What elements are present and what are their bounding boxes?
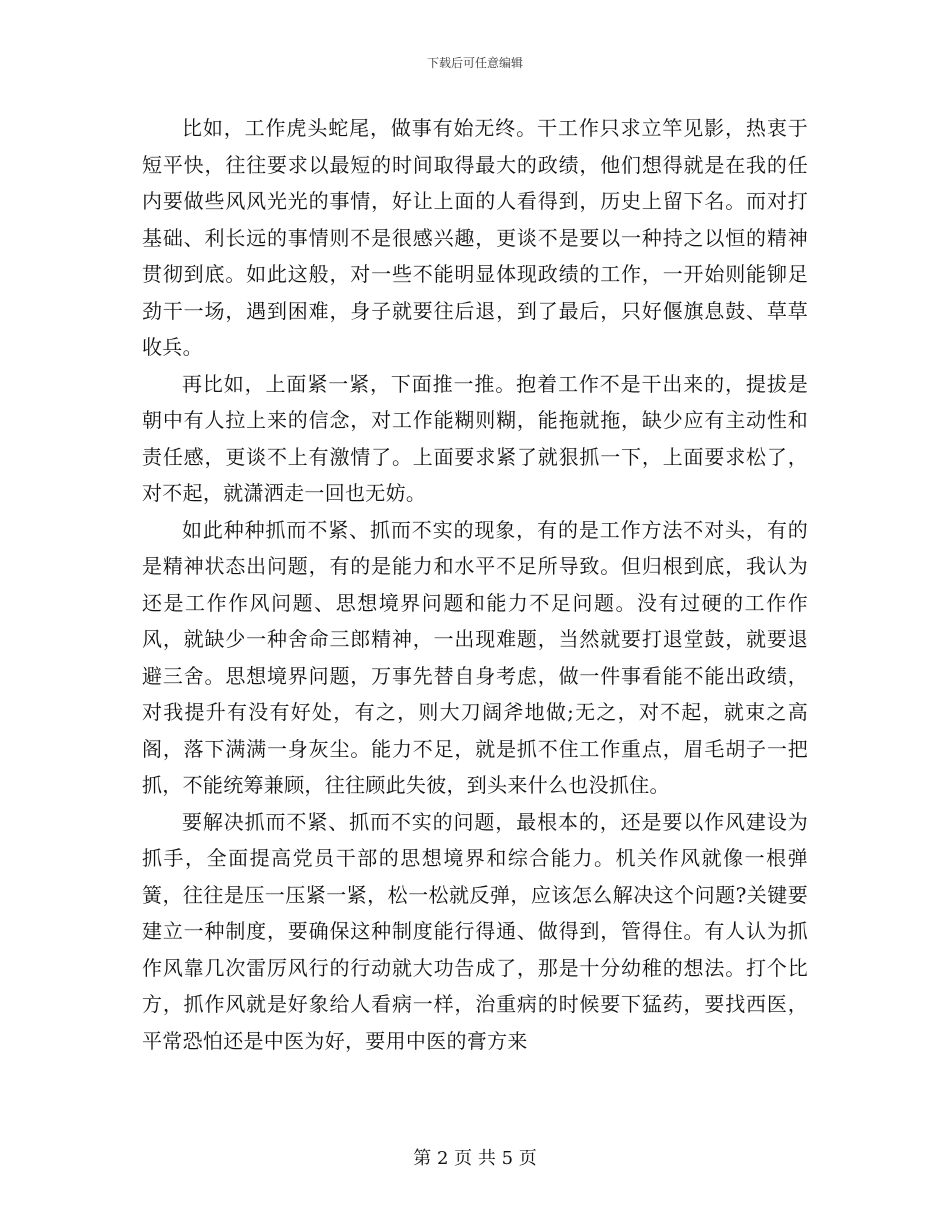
page-number: 第 2 页 共 5 页 xyxy=(413,1148,537,1169)
paragraph-1: 比如，工作虎头蛇尾，做事有始无终。干工作只求立竿见影，热衷于短平快，往往要求以最短的时间取得最大的政绩，他们想得就是在我的任内要做些风风光光的事情，好让上面的人看得到，历史上留下名。而对打基础、利长远的事情则不是很感兴趣，更谈不是要以一种持之以恒的精神贯彻到底。如此这般，对一些不能明显体现政绩的工作，一开始则能铆足劲干一场，遇到困难，身子就要往后退，到了最后，只好偃旗息鼓、草草收兵。 xyxy=(142,116,808,359)
page-header: 下载后可任意编辑 xyxy=(426,56,523,70)
paragraph-4: 要解决抓而不紧、抓而不实的问题，最根本的，还是要以作风建设为抓手，全面提高党员干部的思想境界和综合能力。机关作风就像一根弹簧，往往是压一压紧一紧，松一松就反弹，应该怎么解决这个问题?关键要建立一种制度，要确保这种制度能行得通、做得到，管得住。有人认为抓作风靠几次雷厉风行的行动就大功告成了，那是十分幼稚的想法。打个比方，抓作风就是好象给人看病一样，治重病的时候要下猛药，要找西医，平常恐怕还是中医为好，要用中医的膏方来 xyxy=(142,809,808,1053)
paragraph-2: 再比如，上面紧一紧，下面推一推。抱着工作不是干出来的，提拔是朝中有人拉上来的信念，对工作能糊则糊，能拖就拖，缺少应有主动性和责任感，更谈不上有激情了。上面要求紧了就狠抓一下，上面要求松了，对不起，就潇洒走一回也无妨。 xyxy=(142,371,808,505)
document-body xyxy=(142,110,808,1059)
paragraph-3: 如此种种抓而不紧、抓而不实的现象，有的是工作方法不对头，有的是精神状态出问题，有的是能力和水平不足所导致。但归根到底，我认为还是工作作风问题、思想境界问题和能力不足问题。没有过硬的工作作风，就缺少一种舍命三郎精神，一出现难题，当然就要打退堂鼓，就要退避三舍。思想境界问题，万事先替自身考虑，做一件事看能不能出政绩，对我提升有没有好处，有之，则大刀阔斧地做;无之，对不起，就束之高阁，落下满满一身灰尘。能力不足，就是抓不住工作重点，眉毛胡子一把抓，不能统筹兼顾，往往顾此失彼，到头来什么也没抓住。 xyxy=(142,517,808,797)
